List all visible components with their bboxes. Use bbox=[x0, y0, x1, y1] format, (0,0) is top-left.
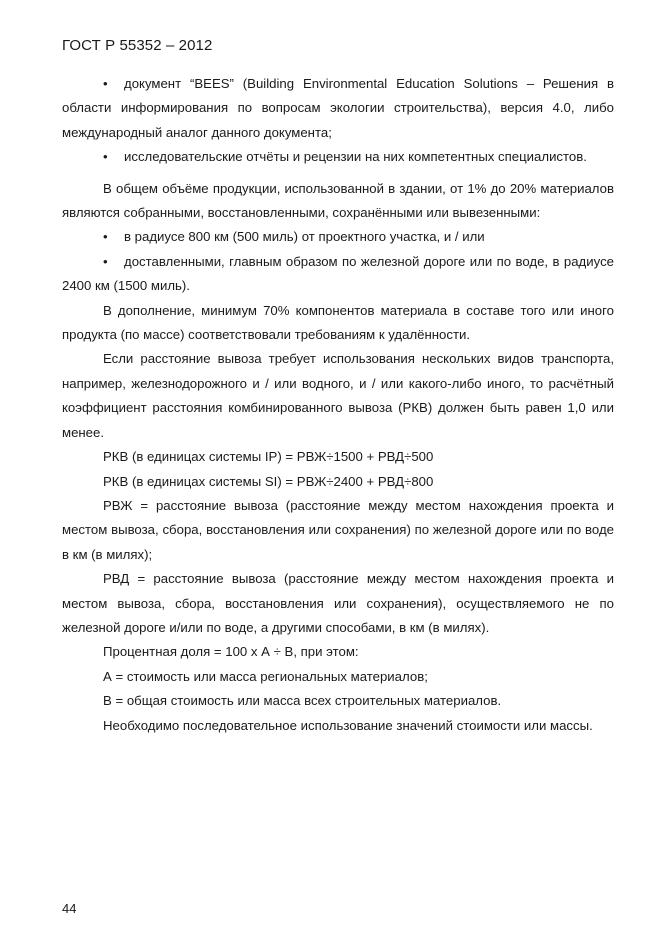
bullet-icon: • bbox=[103, 253, 108, 269]
bullet-item bbox=[62, 145, 614, 169]
definition-rvzh: РВЖ = расстояние вывоза (расстояние между местом нахождения проекта и местом вывоза, сбора, восстановления или сохранения) по железной дороге или по воде в км (в милях); bbox=[62, 497, 614, 562]
page-number: 44 bbox=[62, 901, 77, 916]
bullet-text: доставленными, главным образом по железной дороге или по воде, в радиусе 2400 км (1500 миль). bbox=[62, 253, 614, 294]
paragraph-final: Необходимо последовательное использование значений стоимости или массы. bbox=[103, 717, 593, 733]
bullet-item bbox=[62, 250, 614, 299]
definition-b: В = общая стоимость или масса всех строительных материалов. bbox=[103, 693, 502, 709]
definition-rvd: РВД = расстояние вывоза (расстояние между местом нахождения проекта и местом вывоза, сбора, восстановления или сохранения), осуществляемого не по железной дороге и/или по воде, а другими способами, в км (в милях). bbox=[62, 571, 614, 635]
bullet-text: документ “BEES” (Building Environmental Education Solutions – Решения в области информирования по вопросам экологии строительства), версия 4.0, либо международный аналог данного документа; bbox=[62, 76, 614, 140]
bullet-icon: • bbox=[103, 149, 108, 165]
spacer bbox=[62, 170, 614, 177]
paragraph-share: В общем объёме продукции, использованной в здании, от 1% до 20% материалов являются собранными, восстановленными, сохранёнными или вывезенными: bbox=[62, 180, 614, 221]
formula-ip: РКВ (в единицах системы IP) = РВЖ÷1500 + РВД÷500 bbox=[103, 449, 434, 465]
formula-si: РКВ (в единицах системы SI) = РВЖ÷2400 + РВД÷800 bbox=[103, 473, 434, 489]
paragraph-addition: В дополнение, минимум 70% компонентов материала в составе того или иного продукта (по массе) соответствовали требованиям к удалённости. bbox=[62, 302, 614, 343]
bullet-item bbox=[62, 225, 614, 249]
paragraph-transport: Если расстояние вывоза требует использования нескольких видов транспорта, например, железнодорожного и / или водного, и / или какого-либо иного, то расчётный коэффициент расстояния комбинированного вывоза (РКВ) должен быть равен 1,0 или менее. bbox=[62, 351, 614, 440]
document-body bbox=[62, 72, 614, 738]
document-header: ГОСТ Р 55352 – 2012 bbox=[62, 37, 213, 54]
bullet-icon: • bbox=[103, 76, 108, 91]
percent-share: Процентная доля = 100 х А ÷ В, при этом: bbox=[103, 644, 359, 660]
bullet-text: в радиусе 800 км (500 миль) от проектного участка, и / или bbox=[124, 229, 485, 245]
bullet-item bbox=[62, 72, 614, 145]
definition-a: А = стоимость или масса региональных материалов; bbox=[103, 668, 428, 684]
bullet-text: исследовательские отчёты и рецензии на них компетентных специалистов. bbox=[124, 149, 587, 165]
bullet-icon: • bbox=[103, 229, 108, 245]
